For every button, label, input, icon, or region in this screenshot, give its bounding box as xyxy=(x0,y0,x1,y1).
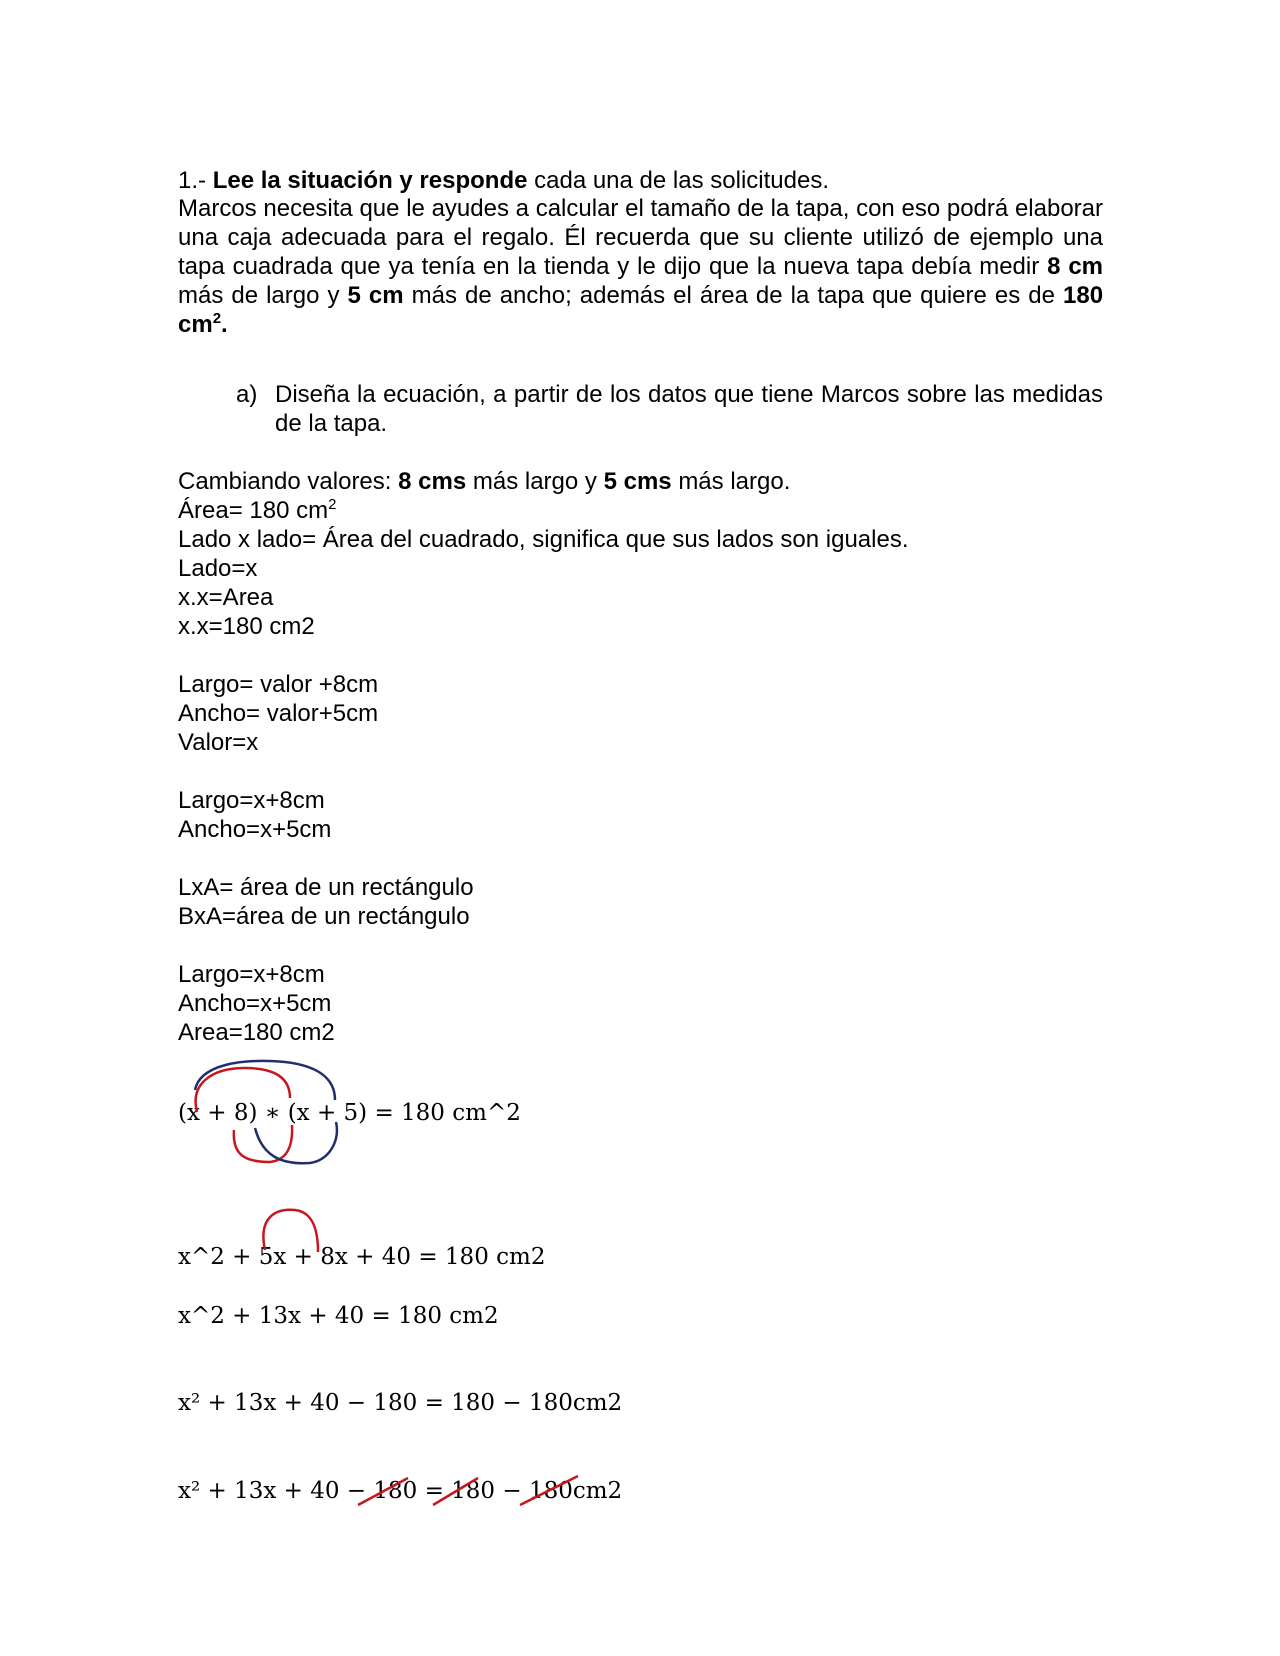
problem-bold-8cm: 8 cm xyxy=(1047,253,1104,280)
problem-bold-180: 180 $cm^2$. xyxy=(178,282,1104,338)
question-a-text: Diseña la ecuación, a partir de los datos que tiene Marcos sobre las medidas de la tapa. xyxy=(275,381,1103,437)
answer-line: Valor=x xyxy=(178,729,259,756)
answer-line: x.x=Area xyxy=(178,584,274,611)
ink-red-bottom-arc xyxy=(234,1125,292,1162)
ink-blue-top-arc xyxy=(195,1061,335,1100)
problem-text-2: más de largo y xyxy=(178,282,340,309)
answer-line: Largo= valor +8cm xyxy=(178,671,379,698)
problem-bold-5cm: 5 cm xyxy=(347,282,404,309)
problem-paragraph xyxy=(178,194,1103,339)
question-a xyxy=(236,380,1103,438)
problem-text-3: más de ancho; además el área de la tapa que quiere es de xyxy=(411,282,1055,309)
equation-3: x^2 + 13x + 40 = 180 cm2 xyxy=(178,1303,499,1329)
answer-line: Area=180 cm2 xyxy=(178,1019,335,1046)
answer-line: Largo=x+8cm xyxy=(178,961,325,988)
answer-line: Lado=x xyxy=(178,555,258,582)
answer-line: x.x=180 cm2 xyxy=(178,613,315,640)
answer-line: Largo=x+8cm xyxy=(178,787,325,814)
area-line: Área= 180 $cm^2$ xyxy=(178,496,337,524)
answer-line: Lado x lado= Área del cuadrado, significa que sus lados son iguales. xyxy=(178,526,909,553)
answer-line: Ancho=x+5cm xyxy=(178,990,332,1017)
equation-2: x^2 + 5x + 8x + 40 = 180 cm2 xyxy=(178,1244,546,1270)
intro-bold-phrase: Lee la situación y responde xyxy=(212,167,528,194)
answer-line: Ancho= valor+5cm xyxy=(178,700,379,727)
answer-line: LxA= área de un rectángulo xyxy=(178,874,474,901)
intro-number: 1.- xyxy=(178,167,207,194)
problem-text-1: Marcos necesita que le ayudes a calcular el tamaño de la tapa, con eso podrá elaborar una caja adecuada para el regalo. Él recuerda que su cliente utilizó de ejemplo una tapa cuadrada que ya tenía en la tienda y le dijo que la nueva tapa debía medir xyxy=(178,195,1103,280)
question-a-marker: a) xyxy=(236,381,258,408)
intro-line xyxy=(178,166,829,195)
equation-4: x² + 13x + 40 − 180 = 180 − 180cm2 xyxy=(178,1390,623,1416)
answer-line: BxA=área de un rectángulo xyxy=(178,903,470,930)
answer-line: Ancho=x+5cm xyxy=(178,816,332,843)
ink-blue-bottom-arc xyxy=(255,1122,337,1163)
equation-1: (x + 8) ∗ (x + 5) = 180 cm^2 xyxy=(178,1100,521,1126)
equation-5: x² + 13x + 40 − 180 = 180 − 180cm2 xyxy=(178,1478,623,1504)
cambiando-valores-line: Cambiando valores: 8 cms más largo y 5 cms más largo. xyxy=(178,468,791,495)
intro-rest: cada una de las solicitudes. xyxy=(534,167,829,194)
